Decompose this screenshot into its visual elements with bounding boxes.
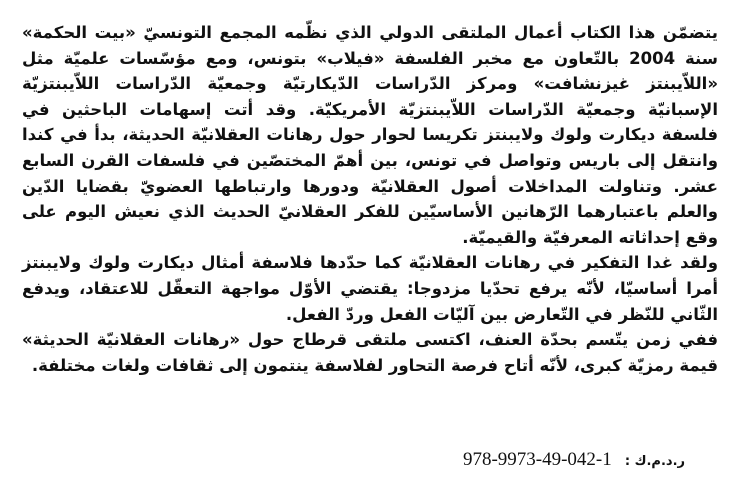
paragraph-intro: يتضمّن هذا الكتاب أعمال الملتقى الدولي الذي نظّمه المجمع التونسيّ «بيت الحكمة» سنة 2004 بالتّعاون مع مخبر الفلسفة «فيلاب» بتونس، ومع مؤسّسات علميّة مثل «اللاّيبنتز غيزنشافت» ومركز الدّراسات الدّيكارتيّة وجمعيّة الدّراسات اللاّيبنتزيّة الإسبانيّة وجمعيّة الدّراسات اللاّيبنتزيّة الأمريكيّة. وقد أتت إسهامات الباحثين في فلسفة ديكارت ولوك ولايبنتز تكريسا لحوار حول رهانات العقلانيّة الحديثة، بدأ في كندا وانتقل إلى باريس وتواصل في تونس، بين أهمّ المختصّين في فلسفات القرن السابع عشر. وتناولت المداخلات أصول العقلانيّة ودورها وارتباطها العضويّ بقضايا الدّين والعلم باعتبارهما الرّهانين الأساسيّين للفكر العقلانيّ الحديث الذي نعيش اليوم على وقع إحداثاته المعرفيّة والقيميّة. xyxy=(22,23,718,247)
paragraph-challenges: ولقد غدا التفكير في رهانات العقلانيّة كما حدّدها فلاسفة أمثال ديكارت ولوك ولايبنتز أمرا أساسيّا، لأنّه يرفع تحدّيا مزدوجا: يقتضي الأوّل مواجهة التعقّل للاعتقاد، ويدفع الثّاني للنّظر في التّعارض بين آليّات الفعل وردّ الفعل. xyxy=(22,253,718,324)
isbn-line xyxy=(463,450,685,472)
isbn-number: 978-9973-49-042-1 xyxy=(462,449,612,470)
isbn-label: ر.د.م.ك : xyxy=(624,454,685,469)
document-body xyxy=(22,20,718,378)
paragraph-carthage-conference: ففي زمن يتّسم بحدّة العنف، اكتسى ملتقى قرطاج حول «رهانات العقلانيّة الحديثة» قيمة رمزيّة كبرى، لأنّه أتاح فرصة التحاور لفلاسفة ينتمون إلى ثقافات ولغات مختلفة. xyxy=(22,330,718,375)
